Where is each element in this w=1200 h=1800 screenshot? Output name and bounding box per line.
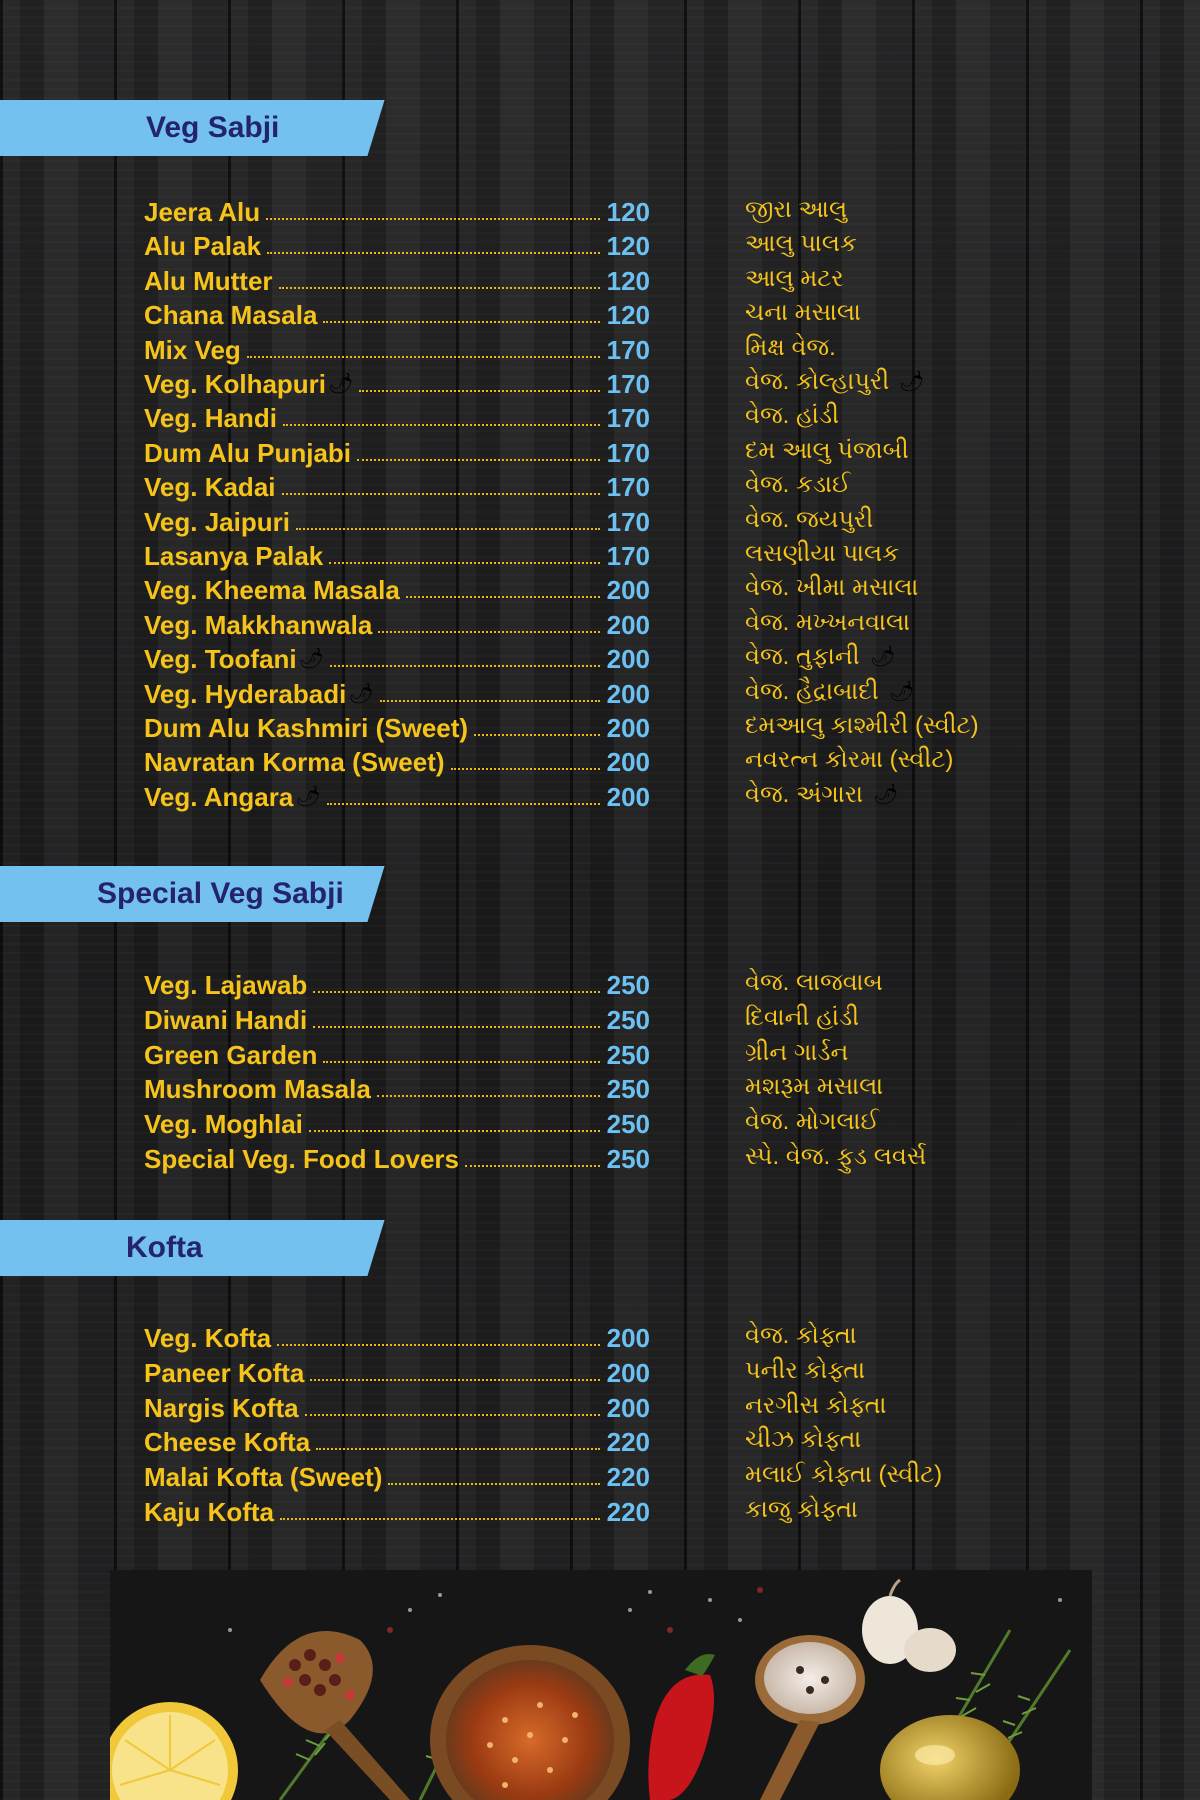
item-price: 220 <box>606 1427 650 1457</box>
menu-item <box>144 399 650 433</box>
dotted-leader <box>305 1414 600 1416</box>
dotted-leader <box>309 1130 600 1132</box>
menu-item <box>144 606 650 640</box>
item-price: 220 <box>606 1462 650 1492</box>
item-price: 200 <box>606 679 650 709</box>
item-price: 250 <box>606 1005 650 1035</box>
menu-item <box>144 1001 650 1035</box>
item-price: 170 <box>606 472 650 502</box>
item-name: Malai Kofta (Sweet) <box>144 1462 383 1492</box>
item-name: Veg. Jaipuri <box>144 507 290 537</box>
item-name-gujarati: જીરા આલુ <box>745 196 848 223</box>
item-name-gujarati: દિવાની હાંડી <box>745 1004 860 1031</box>
item-name: Mix Veg <box>144 335 241 365</box>
item-name-gujarati: ચીઝ કોફ્તા <box>745 1426 862 1453</box>
item-name: Veg. Lajawab <box>144 970 308 1000</box>
item-name: Veg. Toofani <box>144 644 297 674</box>
dotted-leader <box>283 424 600 426</box>
item-price: 170 <box>606 403 650 433</box>
dotted-leader <box>465 1165 600 1167</box>
dotted-leader <box>330 665 600 667</box>
section-title: Kofta <box>126 1231 203 1264</box>
dotted-leader <box>313 1026 600 1028</box>
item-name-gujarati: નવરત્ન કોરમા (સ્વીટ) <box>745 746 954 773</box>
item-name: Chana Masala <box>144 300 318 330</box>
menu-item <box>144 434 650 468</box>
menu-item <box>144 503 650 537</box>
chili-icon: 🌶 <box>298 648 325 670</box>
item-price: 200 <box>606 575 650 605</box>
dotted-leader <box>316 1448 600 1450</box>
item-name-gujarati: લસણીયા પાલક <box>745 540 900 567</box>
item-name-gujarati: વેજ. કોફ્તા <box>745 1322 857 1349</box>
item-name: Mushroom Masala <box>144 1074 371 1104</box>
item-name: Alu Mutter <box>144 266 273 296</box>
item-price: 170 <box>606 438 650 468</box>
item-price: 120 <box>606 231 650 261</box>
menu-item <box>144 743 650 777</box>
menu-item <box>144 1070 650 1104</box>
item-name-gujarati: વેજ. તુફાની <box>745 643 860 670</box>
item-name: Veg. Kofta <box>144 1323 272 1353</box>
menu-item <box>144 1458 650 1492</box>
chili-icon: 🌶 <box>328 373 354 395</box>
dotted-leader <box>247 356 600 358</box>
item-name: Paneer Kofta <box>144 1358 305 1388</box>
menu-item <box>144 1493 650 1527</box>
item-name-gujarati: વેજ. કડાઈ <box>745 471 851 498</box>
menu-item <box>144 1105 650 1139</box>
chili-icon: 🌶 <box>870 646 896 668</box>
menu-item <box>144 537 650 571</box>
item-price: 200 <box>606 1393 650 1423</box>
dotted-leader <box>388 1483 600 1485</box>
item-price: 250 <box>606 1040 650 1070</box>
item-name: Veg. Kheema Masala <box>144 575 400 605</box>
item-price: 200 <box>606 747 650 777</box>
item-name-gujarati: મશરૂમ મસાલા <box>745 1073 884 1100</box>
item-name: Cheese Kofta <box>144 1427 311 1457</box>
item-name-gujarati: દમઆલુ કાશ્મીરી (સ્વીટ) <box>745 712 979 739</box>
item-price: 250 <box>606 1109 650 1139</box>
item-name-gujarati: વેજ. હૈદ્રાબાદી <box>745 678 879 705</box>
item-name-gujarati: નરગીસ કોફ્તા <box>745 1392 887 1419</box>
item-name: Veg. Kolhapuri <box>144 369 327 399</box>
item-name: Lasanya Palak <box>144 541 324 571</box>
item-name-gujarati: ગ્રીન ગાર્ડન <box>745 1039 849 1066</box>
item-name-gujarati: સ્પે. વેજ. ફુડ લવર્સ <box>745 1143 927 1170</box>
item-price: 220 <box>606 1497 650 1527</box>
section-title: Veg Sabji <box>146 111 280 144</box>
menu-item <box>144 227 650 261</box>
item-name-gujarati: વેજ. અંગારા <box>745 781 863 808</box>
menu-item <box>144 262 650 296</box>
item-price: 170 <box>606 507 650 537</box>
item-name: Veg. Makkhanwala <box>144 610 373 640</box>
item-name-gujarati: વેજ. મખ્ખનવાલા <box>745 609 910 636</box>
item-name: Veg. Angara <box>144 782 294 812</box>
menu-item <box>144 468 650 502</box>
item-name: Dum Alu Kashmiri (Sweet) <box>144 713 469 743</box>
item-price: 170 <box>606 369 650 399</box>
item-price: 120 <box>606 266 650 296</box>
menu-item <box>144 709 650 743</box>
item-price: 200 <box>606 713 650 743</box>
dotted-leader <box>378 631 600 633</box>
item-name-gujarati: વેજ. લાજવાબ <box>745 969 883 996</box>
dotted-leader <box>451 768 600 770</box>
item-name: Green Garden <box>144 1040 318 1070</box>
item-name: Dum Alu Punjabi <box>144 438 352 468</box>
item-name-gujarati: મલાઈ કોફ્તા (સ્વીટ) <box>745 1461 943 1488</box>
menu-item <box>144 296 650 330</box>
dotted-leader <box>266 218 600 220</box>
dotted-leader <box>329 562 600 564</box>
chili-icon: 🌶 <box>295 786 321 808</box>
menu-item <box>144 1036 650 1070</box>
dotted-leader <box>359 390 600 392</box>
item-name-gujarati: વેજ. હાંડી <box>745 402 839 429</box>
dotted-leader <box>323 1061 600 1063</box>
chili-icon: 🌶 <box>899 371 925 393</box>
chili-icon: 🌶 <box>348 683 374 705</box>
menu-item <box>144 571 650 605</box>
menu-item <box>144 1423 650 1457</box>
item-name-gujarati: વેજ. મોગલાઈ <box>745 1108 880 1135</box>
menu-item <box>144 778 650 812</box>
item-name-gujarati: ચના મસાલા <box>745 299 861 326</box>
item-price: 200 <box>606 782 650 812</box>
item-name: Special Veg. Food Lovers <box>144 1144 459 1174</box>
item-price: 200 <box>606 1358 650 1388</box>
item-price: 200 <box>606 610 650 640</box>
dotted-leader <box>377 1095 600 1097</box>
item-name-gujarati: વેજ. ખીમા મસાલા <box>745 574 919 601</box>
dotted-leader <box>296 528 600 530</box>
item-name-gujarati: મિક્ષ વેજ. <box>745 334 836 361</box>
menu-item <box>144 675 650 709</box>
menu-item <box>144 193 650 227</box>
menu-item <box>144 1140 650 1174</box>
item-price: 250 <box>606 1074 650 1104</box>
item-price: 250 <box>606 970 650 1000</box>
item-name: Diwani Handi <box>144 1005 308 1035</box>
spices-illustration <box>110 1570 1092 1800</box>
item-name-gujarati: પનીર કોફ્તા <box>745 1357 866 1384</box>
item-name-gujarati: કાજુ કોફ્તા <box>745 1496 858 1523</box>
item-price: 250 <box>606 1144 650 1174</box>
item-name-gujarati: આલુ પાલક <box>745 230 857 257</box>
item-name-gujarati: વેજ. કોલ્હાપુરી <box>745 368 890 395</box>
dotted-leader <box>357 459 600 461</box>
item-name: Veg. Kadai <box>144 472 276 502</box>
item-price: 120 <box>606 300 650 330</box>
item-name-gujarati: દમ આલુ પંજાબી <box>745 437 909 464</box>
dotted-leader <box>267 252 600 254</box>
menu-item <box>144 1354 650 1388</box>
dotted-leader <box>327 803 600 805</box>
dotted-leader <box>313 991 600 993</box>
menu-item <box>144 1319 650 1353</box>
dotted-leader <box>282 493 601 495</box>
item-price: 170 <box>606 335 650 365</box>
dotted-leader <box>406 596 600 598</box>
item-name: Navratan Korma (Sweet) <box>144 747 445 777</box>
item-name: Nargis Kofta <box>144 1393 299 1423</box>
section-title: Special Veg Sabji <box>97 877 344 910</box>
item-name-gujarati: વેજ. જયપુરી <box>745 506 874 533</box>
item-name: Kaju Kofta <box>144 1497 274 1527</box>
chili-icon: 🌶 <box>889 681 915 703</box>
dotted-leader <box>323 321 600 323</box>
item-name: Veg. Moghlai <box>144 1109 303 1139</box>
menu-item <box>144 1389 650 1423</box>
chili-icon: 🌶 <box>873 784 899 806</box>
dotted-leader <box>380 700 600 702</box>
menu-item <box>144 966 650 1000</box>
item-name: Veg. Hyderabadi <box>144 679 347 709</box>
item-name-gujarati: આલુ મટર <box>745 265 844 292</box>
item-price: 170 <box>606 541 650 571</box>
spices-illustration-svg <box>110 1570 1092 1800</box>
menu-item <box>144 365 650 399</box>
menu-item <box>144 331 650 365</box>
dotted-leader <box>474 734 600 736</box>
menu-item <box>144 640 650 674</box>
item-name: Jeera Alu <box>144 197 261 227</box>
dotted-leader <box>279 287 600 289</box>
item-price: 200 <box>606 644 650 674</box>
item-name: Alu Palak <box>144 231 262 261</box>
dotted-leader <box>280 1518 600 1520</box>
item-name: Veg. Handi <box>144 403 277 433</box>
item-price: 200 <box>606 1323 650 1353</box>
item-price: 120 <box>606 197 650 227</box>
dotted-leader <box>277 1344 600 1346</box>
dotted-leader <box>310 1379 600 1381</box>
